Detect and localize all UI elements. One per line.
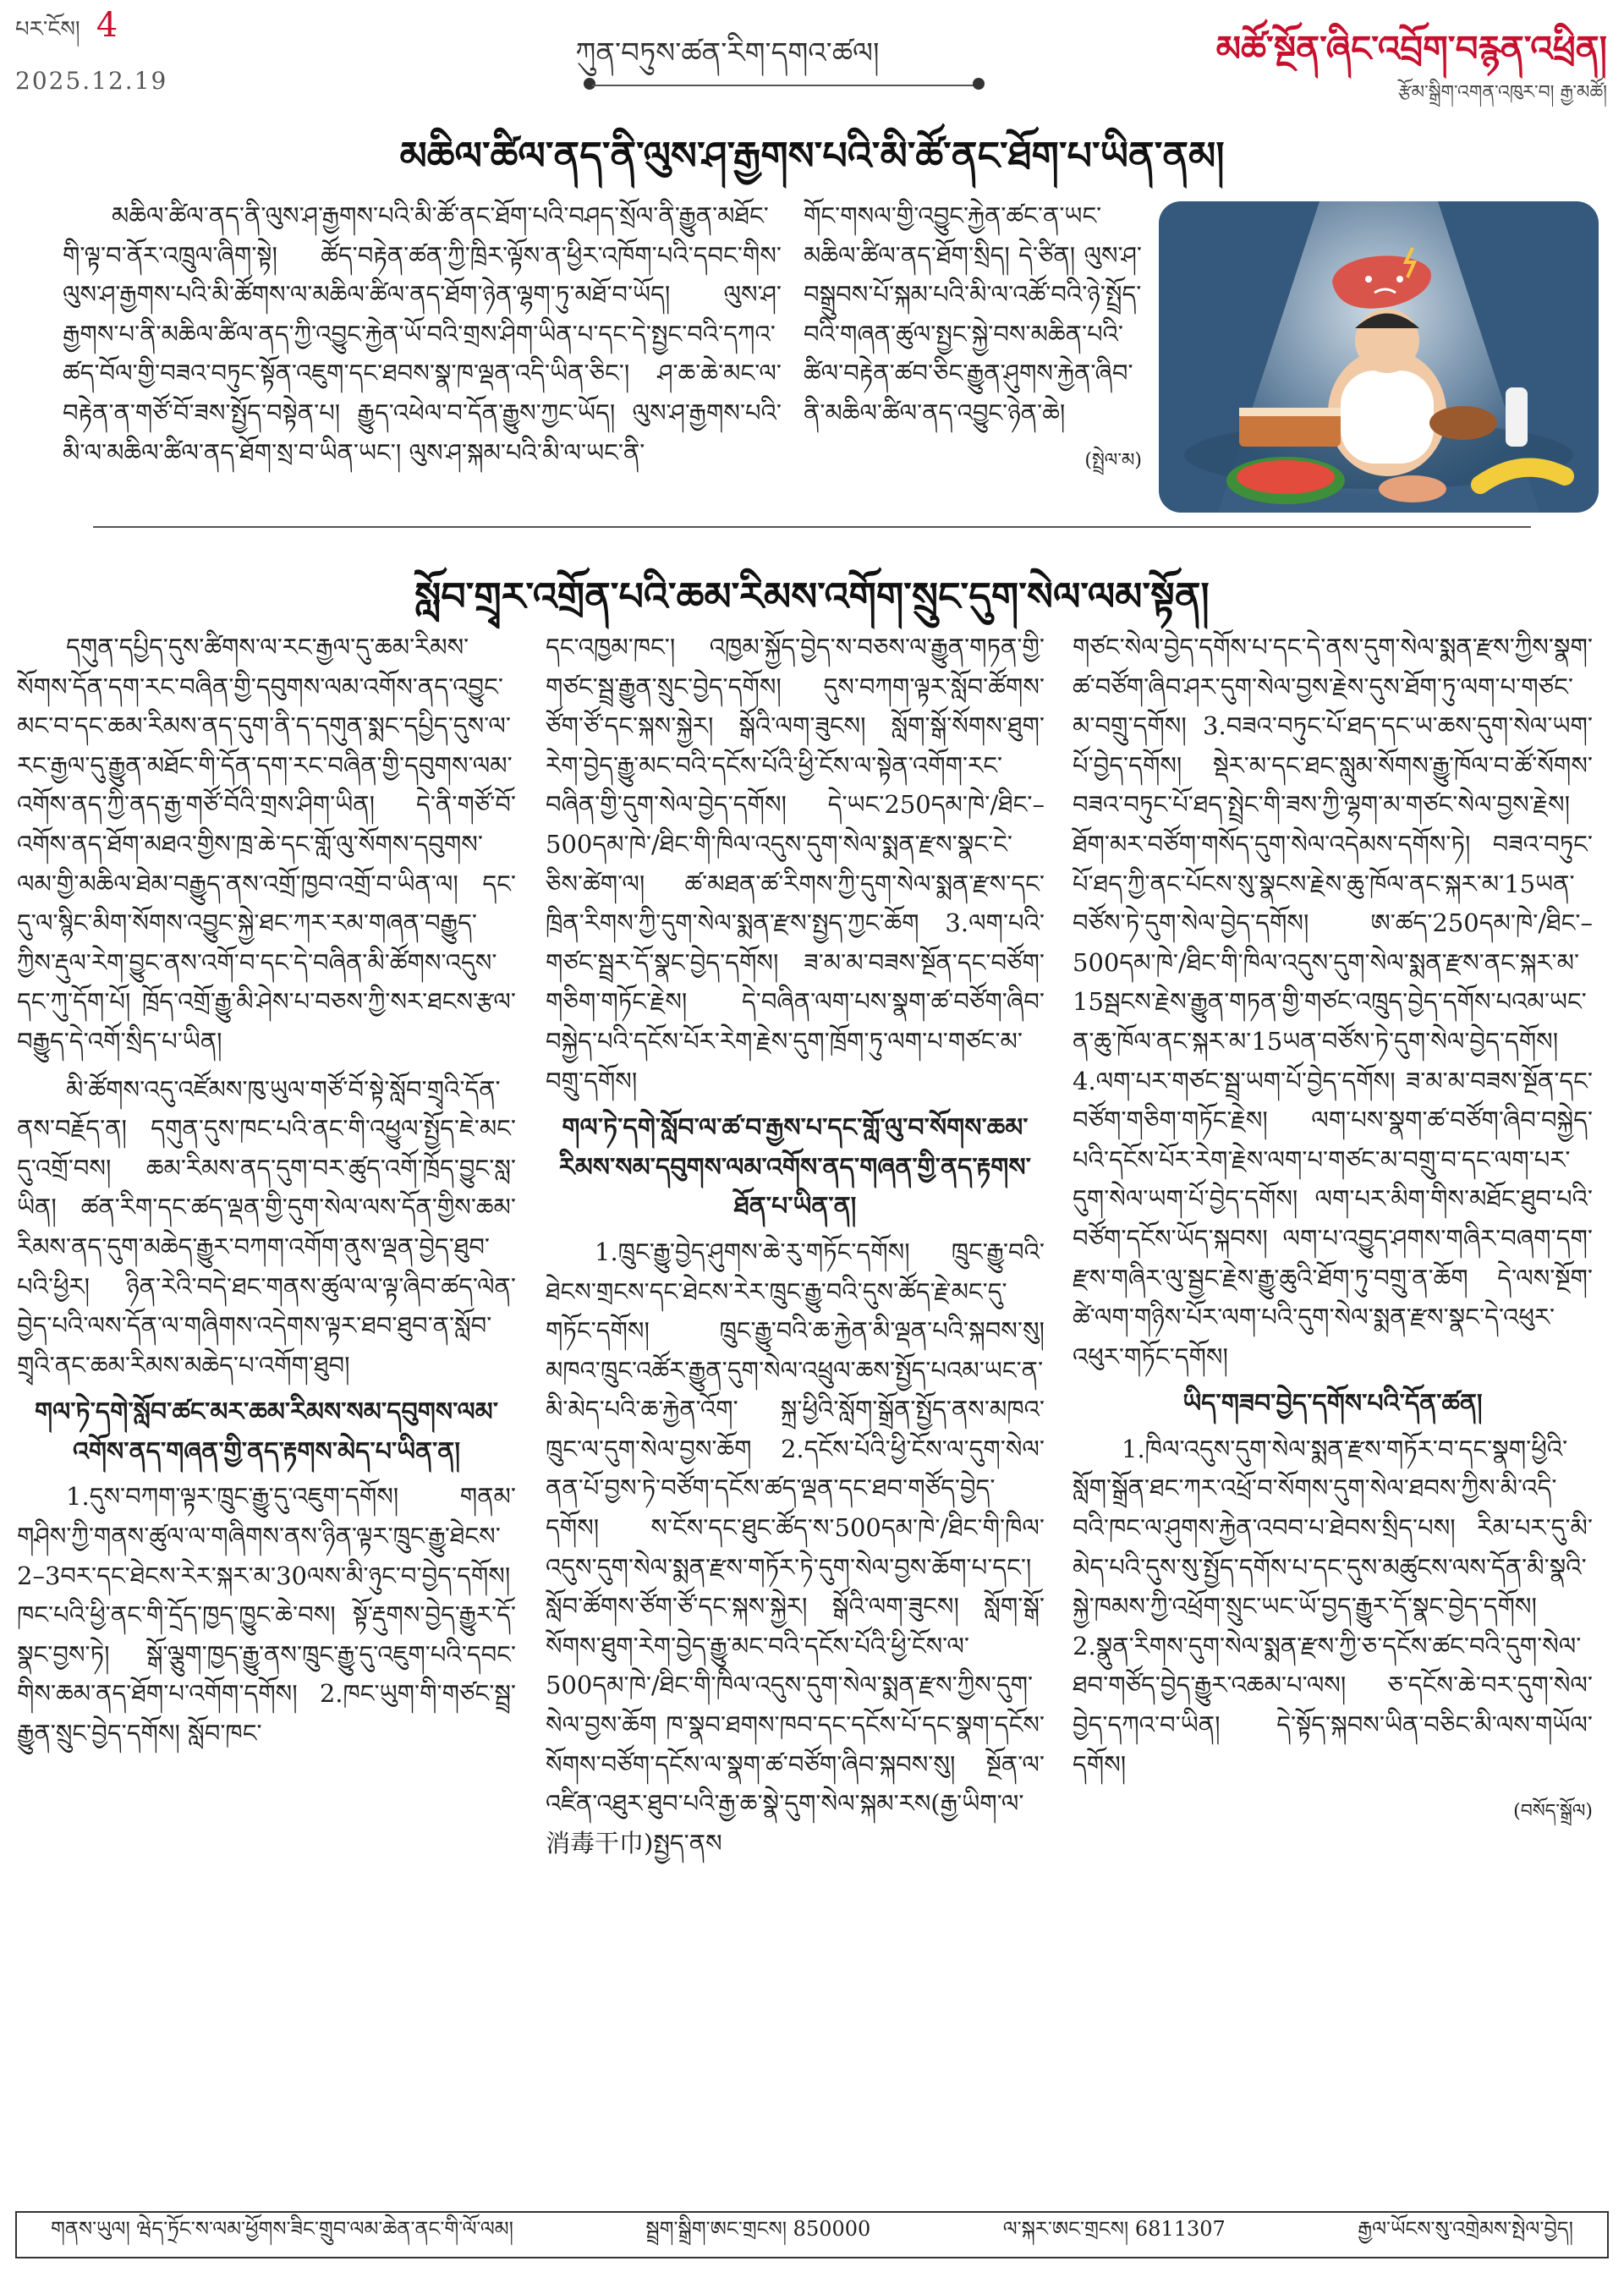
article2-paragraph: མི་ཚོགས་འདུ་འཛོམས་ཁུ་ཡུལ་གཙོ་བོ་སྟེ་སློབ་གྲྭའི་དོན་ནས་བརྗོད་ན། དགུན་དུས་ཁང་པའི་ནང་གི་འཕྱུལ་སྤྱོད་ཇེ་མང་དུ་འགྲོ་བས། ཆམ་རིམས་ནད་དུག་བར་ཚུད་འགོ་ཁྲོད་བྱུང་སླ་ཡིན། ཚན་རིག་དང་ཚད་ལྡན་གྱི་དུག་སེལ་ལས་དོན་གྱིས་ཆམ་རིམས་ནད་དུག་མཆེད་རྒྱུར་བཀག་འགོག་ནུས་ལྡན་བྱེད་ཐུབ་པའི་ཕྱིར། ཉིན་རེའི་བདེ་ཐང་གནས་ཚུལ་ལ་ལྟ་ཞིབ་ཚད་ལེན་བྱེད་པའི་ལས་དོན་ལ་གཞིགས་འདེགས་ལྟར་ཐབ་ཐུབ་ན་སློབ་གྲྭའི་ནང་ཆམ་རིམས་མཆེད་པ་འགོག་ཐུབ།	[17, 1074, 516, 1380]
article2-paragraph: དང་འཁྱམ་ཁང་། འཁྱམ་སྐྱོད་བྱེད་ས་བཅས་ལ་རྒྱུན་གཏན་གྱི་གཙང་སྦྲ་རྒྱུན་སྲུང་བྱེད་དགོས། དུས་བཀག་ལྟར་སློབ་ཚོགས་ཙོག་ཙོ་དང་སྐས་སྐྱེར། སྒོའི་ལག་ཟུངས། སློག་སྒོ་སོགས་ཐུག་རེག་བྱེད་རྒྱུ་མང་བའི་དངོས་པོའི་ཕྱི་ངོས་ལ་སྟེན་འགོག་རང་བཞིན་གྱི་དུག་སེལ་བྱེད་དགོས། དེ་ཡང་250དམ་ཁེ་/ཐིང་–500དམ་ཁེ་/ཐིང་གི་ཁིལ་འདུས་དུག་སེལ་སྨན་རྫས་སྣང་ངེ་ཅིས་ཚེག་ལ། ཚ་མཐན་ཚ་རིགས་ཀྱི་དུག་སེལ་སྨན་རྫས་དང་ཁྲིན་རིགས་ཀྱི་དུག་སེལ་སྨན་རྫས་སྤྱད་ཀྱང་ཆོག 3.ལག་པའི་གཙང་སྦྲར་དོ་སྣང་བྱེད་དགོས། ཟ་མ་མ་བཟས་སྔོན་དང་བཙོག་གཅིག་གཏོང་རྗེས། དེ་བཞིན་ལག་པས་སྣག་ཚ་བཙོག་ཞིབ་བསྐྱེད་པའི་དངོས་པོར་རེག་རྗེས་དུག་ཁྲོག་ཏུ་ལག་པ་གཙང་མ་བགྲུ་དགོས།	[546, 633, 1045, 1095]
article1-col1	[63, 196, 782, 480]
article2-paragraph: 1.ཁྲུང་རྒྱུ་བྱེད་ཤུགས་ཆེ་རུ་གཏོང་དགོས། ཁྲུང་རྒྱུ་བའི་ཐེངས་གྲངས་དང་ཐེངས་རེར་ཁྲུང་རྒྱུ་བའི་དུས་ཚོད་རྗེ་མང་དུ་གཏོང་དགོས། ཁྲུང་རྒྱུ་བའི་ཆ་རྐྱེན་མི་ལྡན་པའི་སྐབས་སུ། མཁའ་ཁྲུང་འཚོར་རྒྱུན་དུག་སེལ་འཕྲུལ་ཆས་སྤྱོད་པའམ་ཡང་ན་མི་མེད་པའི་ཆ་རྐྱེན་འོག་ སྐྲ་ཕྱིའི་སློག་སྒྲོན་སྤྱོད་ནས་མཁའ་ཁྲུང་ལ་དུག་སེལ་བྱས་ཆོག 2.དངོས་པོའི་ཕྱི་ངོས་ལ་དུག་སེལ་ནན་པོ་བྱས་ཏེ་བཙོག་དངོས་ཚད་ལྡན་དང་ཐབ་གཙོད་བྱེད་དགོས། ས་ངོས་དང་ཐུང་ཚོད་ས་500དམ་ཁེ་/ཐིང་གི་ཁིལ་འདུས་དུག་སེལ་སྨན་རྫས་གཏོར་ཏེ་དུག་སེལ་བྱས་ཆོག་པ་དང་། སློབ་ཚོགས་ཙོག་ཙོ་དང་སྐས་སྐྱེར། སྒོའི་ལག་ཟུངས། སློག་སྒོ་སོགས་ཐུག་རེག་བྱེད་རྒྱུ་མང་བའི་དངོས་པོའི་ཕྱི་ངོས་ལ་500དམ་ཁེ་/ཐིང་གི་ཁིལ་འདུས་དུག་སེལ་སྨན་རྫས་ཀྱིས་དུག་སེལ་བྱས་ཆོག ཁ་སྣབ་ཐགས་ཁབ་དང་དངོས་པོ་དང་སྣག་དངོས་སོགས་བཙོག་དངོས་ལ་སྣག་ཚ་བཙོག་ཞིབ་སྐབས་སུ། སྔོན་ལ་འཛིན་འཐུར་ཐུབ་པའི་རྒྱ་ཆ་སྣེ་དུག་སེལ་སྐམ་རས(རྒྱ་ཡིག་ལ་消毒干巾)སྤྱད་ནས	[546, 1237, 1045, 1858]
header-rule	[592, 85, 981, 86]
issue-date: 2025.12.19	[15, 67, 168, 95]
article2-paragraph: 1.དུས་བཀག་ལྟར་ཁྲུང་རྒྱུ་དུ་འཇུག་དགོས། གནམ་གཤིས་ཀྱི་གནས་ཚུལ་ལ་གཞིགས་ནས་ཉིན་ལྟར་ཁྲུང་རྒྱུ་ཐེངས་2–3བར་དང་ཐེངས་རེར་སྐར་མ་30ལས་མི་ཉུང་བ་བྱེད་དགོས། ཁང་པའི་ཕྱི་ནང་གི་དྲོད་ཁྱད་ཁྱུང་ཆེ་བས། སྟོ་རྡུགས་བྱེད་རྒྱུར་དོ་སྣང་བྱས་ཏེ། སྒོ་ལྕུག་ཁྱད་རྒྱུ་ནས་ཁྲུང་རྒྱུ་དུ་འཇུག་པའི་དབང་གིས་ཆམ་ནད་ཐོག་པ་འགོག་དགོས། 2.ཁང་ཡུག་གི་གཙང་སྦྲ་རྒྱུན་སྲུང་བྱེད་དགོས། སློབ་ཁང་	[17, 1482, 516, 1748]
header-dot-left	[584, 78, 595, 90]
editor-credit: རྩོམ་སྒྲིག་འགན་འཁུར་བ། རྒྱ་མཚོ།	[1398, 82, 1607, 103]
article2-headline: སློབ་གྲྭར་འགྲོན་པའི་ཆམ་རིམས་འགོག་སྲུང་དུག་སེལ་ལམ་སྟོན།	[414, 573, 1210, 619]
article2-subhead: གལ་ཏེ་དགེ་སློབ་ལ་ཚ་བ་རྒྱས་པ་དང་གློ་ལུ་བ་སོགས་ཆམ་རིམས་སམ་དབུགས་ལམ་འགོས་ནད་གཞན་གྱི་ནད་རྟགས་ཐོན་པ་ཡིན་ན།	[559, 1113, 1031, 1222]
article2-paragraph: 1.ཁིལ་འདུས་དུག་སེལ་སྨན་རྫས་གཏོར་བ་དང་སྣག་ཕྱིའི་སློག་སྒྲོན་ཐང་ཀར་འཕྲོ་བ་སོགས་དུག་སེལ་ཐབས་ཀྱིས་མི་འདི་བའི་ཁང་ལ་ཤུགས་རྐྱེན་འབབ་པ་ཐེབས་སྲིད་པས། རིམ་པར་དུ་མི་མེད་པའི་དུས་སུ་སྤྱོད་དགོས་པ་དང་དུས་མཚུངས་ལས་དོན་མི་སྣའི་སྐྱེ་ཁམས་ཀྱི་འཕྲོག་སྲུང་ཡང་ཡོ་བྱད་རྒྱུར་དོ་སྣང་བྱེད་དགོས། 2.སྣུན་རིགས་དུག་སེལ་སྨན་རྫས་ཀྱི་ཅ་དངོས་ཚང་བའི་དུག་སེལ་ཐབ་གཙོད་བྱེད་རྒྱུར་འཆམ་པ་ལས། ཅ་དངོས་ཆེ་བར་དུག་སེལ་བྱེད་དཀའ་བ་ཡིན། དེ་སྟོད་སྐབས་ཡིན་བཅིང་མི་ལས་གཡོལ་དགོས།	[1073, 1434, 1593, 1779]
footer-address: གནས་ཡུལ། ཝེད་ཏྲོང་ས་ལམ་ཕྱོགས་ཟིང་གྲུབ་ལམ་ཆེན་ནང་གི་ལོ་ལམ།	[51, 2216, 513, 2241]
footer-bar	[15, 2211, 1609, 2258]
article2-col2	[546, 628, 1045, 1871]
page-meta	[15, 5, 269, 95]
article2-col1	[17, 628, 516, 1762]
masthead: མཚོ་སྔོན་ཞིང་འབྲོག་བརྙན་འཕྲིན།	[1215, 28, 1607, 69]
article1-headline: མཆིལ་ཚིལ་ནད་ནི་ལུས་ཤ་རྒྱགས་པའི་མི་ཚོ་ནང་ཐོག་པ་ཡིན་ནམ།	[399, 133, 1225, 178]
article1-signature: (སྤྲེལ་མ)	[1084, 449, 1142, 471]
article2-subhead: གལ་ཏེ་དགེ་སློབ་ཚང་མར་ཆམ་རིམས་སམ་དབུགས་ལམ་འགོས་ནད་གཞན་གྱི་ནད་རྟགས་མེད་པ་ཡིན་ན།	[34, 1397, 499, 1467]
article2-signature: (བསོད་སྒྲོལ)	[1513, 1801, 1593, 1823]
article-divider	[93, 526, 1531, 528]
footer-publisher: རྒྱལ་ཡོངས་སུ་འགྲེམས་སྤེལ་བྱེད།	[1358, 2216, 1573, 2241]
article1-paragraph: གོང་གསལ་གྱི་འབྱུང་རྐྱེན་ཚང་ན་ཡང་མཆིལ་ཚིལ་ནད་ཐོག་སྲིད། དེ་ཙིན། ལུས་ཤ་བསྒྲུབས་པོ་སྐམ་པའི་མི་ལ་འཚོ་བའི་ཉེ་སྤྲོད་བའི་གཞན་ཚུལ་སྤྱང་སྐྱེ་བས་མཆིན་པའི་ཚིལ་བརྟེན་ཚབ་ཅིང་རྒྱུན་ཤུགས་རྐྱེན་ཞིབ་ནི་མཆིལ་ཚིལ་ནད་འབྱུང་ཉེན་ཆེ།	[804, 201, 1142, 427]
footer-phone: ལ་སྐར་ཨང་གྲངས། 6811307	[1002, 2216, 1226, 2241]
header-dot-right	[973, 78, 985, 90]
page-label: པར་ངོས།	[15, 17, 80, 42]
page-number: 4	[96, 6, 118, 45]
article2-subhead: ཡིད་གཟབ་བྱེད་དགོས་པའི་དོན་ཚན།	[1182, 1389, 1483, 1419]
article2-paragraph: དགུན་དཔྱིད་དུས་ཚིགས་ལ་རང་རྒྱལ་དུ་ཆམ་རིམས་སོགས་དོན་དག་རང་བཞིན་གྱི་དབུགས་ལམ་འགོས་ནད་འབྱུང་མང་བ་དང་ཆམ་རིམས་ནད་དུག་ནི་ད་དགུན་སྨང་དཔྱིད་དུས་ལ་རང་རྒྱལ་དུ་རྒྱུན་མཐོང་གི་དོན་དག་རང་བཞིན་གྱི་དབུགས་ལམ་འགོས་ནད་ཀྱི་ནད་རྒྱ་གཙོ་བོའི་གྲས་ཤིག་ཡིན། དེ་ནི་གཙོ་བོ་འགོས་ནད་ཐོག་མཐའ་གྱིས་ཁྲ་ཆེ་དང་གློ་ལུ་སོགས་དབུགས་ལམ་གྱི་མཆིལ་ཐེམ་བརྒྱུད་ནས་འགྲོ་ཁྱབ་འགྲོ་བ་ཡིན་ལ། དང་དུ་ལ་སྙིང་མིག་སོགས་འབྱུང་སྐྱེ་ཐང་ཀར་རམ་གཞན་བརྒྱུད་ཀྱིས་རྡུལ་རེག་བྱུང་ནས་འགོ་བ་དང་དེ་བཞིན་མི་ཚོགས་འདུས་དང་ཀུ་དོག་པོ། ཁྲོད་འགྲོ་རྒྱུ་མི་ཤེས་པ་བཅས་ཀྱི་སར་ཐངས་རྩལ་བརྒྱུད་དེ་འགོ་སྲིད་པ་ཡིན།	[17, 633, 516, 1056]
fatty-liver-illustration	[1159, 201, 1599, 513]
article2-col3	[1073, 628, 1593, 1841]
article2-paragraph: གཙང་སེལ་བྱེད་དགོས་པ་དང་དེ་ནས་དུག་སེལ་སྨན་རྫས་ཀྱིས་སྣག་ཚ་བཙོག་ཞིབ་ཤར་དུག་སེལ་བྱས་རྗེས་དུས་ཐོག་ཏུ་ལག་པ་གཙང་མ་བགྲུ་དགོས། 3.བཟའ་བཏུང་པོ་ཐད་དང་ཡ་ཆས་དུག་སེལ་ཡག་པོ་བྱེད་དགོས། སྡེར་མ་དང་ཐང་སླུམ་སོགས་རྒྱུ་ཁོལ་བ་ཚོ་སོགས་བཟའ་བཏུང་པོ་ཐད་སྤྲེང་གི་ཟས་ཀྱི་ལྷག་མ་གཙང་སེལ་བྱས་རྗེས། ཐོག་མར་བཙོག་གསོད་དུག་སེལ་འདེམས་དགོས་ཏེ། བཟའ་བཏུང་པོ་ཐད་ཀྱི་ནང་པོངས་སུ་སྣངས་རྗེས་ཆུ་ཁོལ་ནང་སྐར་མ་15ཡན་བཙོས་ཏེ་དུག་སེལ་བྱེད་དགོས། ཨ་ཚད་250དམ་ཁེ་/ཐིང་–500དམ་ཁེ་/ཐིང་གི་ཁིལ་འདུས་དུག་སེལ་སྨན་རྫས་ནང་སྐར་མ་15སྦངས་རྗེས་རྒྱུན་གཏན་གྱི་གཙང་འཁྲུད་བྱེད་དགོས་པའམ་ཡང་ན་ཆུ་ཁོལ་ནང་སྐར་མ་15ཡན་བཙོས་ཏེ་དུག་སེལ་བྱེད་དགོས། 4.ལག་པར་གཙང་སྦྲ་ཡག་པོ་བྱེད་དགོས། ཟ་མ་མ་བཟས་སྔོན་དང་བཙོག་གཅིག་གཏོང་རྗེས། ལག་པས་སྣག་ཚ་བཙོག་ཞིབ་བསྐྱེད་པའི་དངོས་པོར་རེག་རྗེས་ལག་པ་གཙང་མ་བགྲུ་བ་དང་ལག་པར་དུག་སེལ་ཡག་པོ་བྱེད་དགོས། ལག་པར་མིག་གིས་མཐོང་ཐུབ་པའི་བཙོག་དངོས་ཡོད་སྐབས། ལག་པ་འབྱུད་ཤགས་གཞིར་བཞག་དག་རྫས་གཞིར་ལུ་སྦྱང་རྗེས་རྒྱུ་ཆུའི་ཐོག་ཏུ་བགྲུ་ན་ཆོག དེ་ལས་སྔོག་ཚེ་ལག་གཉིས་པོར་ལག་པའི་དུག་སེལ་སྨན་རྫས་སྣང་དེ་འཕུར་འཕུར་གཏོང་དགོས།	[1073, 633, 1593, 1371]
article1-col2	[804, 196, 1142, 489]
article1-paragraph: མཆིལ་ཚིལ་ནད་ནི་ལུས་ཤ་རྒྱགས་པའི་མི་ཚོ་ནང་ཐོག་པའི་བཤད་སྲོལ་ནི་རྒྱུན་མཐོང་གི་ལྟ་བ་ནོར་འཁྲུལ་ཞིག་སྟེ། ཚོད་བརྟེན་ཚན་ཀྱི་ཁྲིར་ལྟོས་ན་ཕྱིར་འཁོག་པའི་དབང་གིས་ལུས་ཤ་རྒྱགས་པའི་མི་ཚོགས་ལ་མཆིལ་ཚིལ་ནད་ཐོག་ཉེན་ལྷག་ཏུ་མཐོ་བ་ཡོད། ལུས་ཤ་རྒྱགས་པ་ནི་མཆིལ་ཚིལ་ནད་ཀྱི་འབྱུང་རྐྱེན་ཡོ་བའི་གྲས་ཤིག་ཡིན་པ་དང་དེ་སྤྱང་བའི་དཀའ་ཚད་བོལ་གྱི་བཟའ་བཏུང་སྟོན་འཇུག་དང་ཐབས་སྣ་ཁ་ལྡན་འདི་ཡིན་ཅིང་། ཤ་ཆ་ཆེ་མང་ལ་བརྟེན་ན་གཙོ་བོ་ཟས་སྤྱོད་བསྟེན་པ། རྒྱུད་འཕེལ་བ་དོན་རྒྱུས་ཀྱང་ཡོད། ལུས་ཤ་རྒྱགས་པའི་མི་ལ་མཆིལ་ཚིལ་ནད་ཐོག་སྲ་བ་ཡིན་ཡང་། ལུས་ཤ་སྐམ་པའི་མི་ལ་ཡང་ནི་	[63, 201, 782, 467]
section-title: ཀུན་བཏུས་ཚན་རིག་དགའ་ཚལ།	[575, 36, 880, 70]
footer-postcode: སྦྲག་སྒྲིག་ཨང་གྲངས། 850000	[645, 2216, 871, 2241]
